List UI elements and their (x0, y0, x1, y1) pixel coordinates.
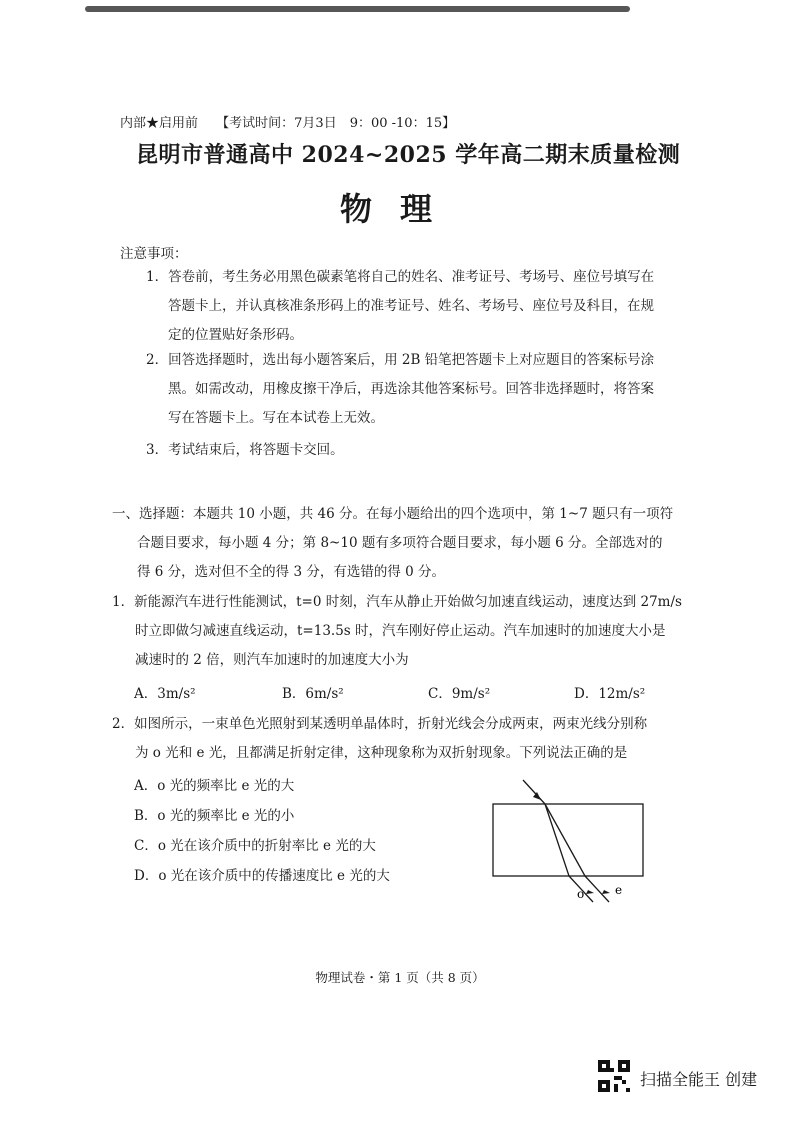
q2-option-a: A．o 光的频率比 e 光的大 (134, 778, 295, 794)
note-line: 黑。如需改动，用橡皮擦干净后，再选涂其他答案标号。回答非选择题时，将答案 (168, 381, 654, 397)
crystal-rect (493, 804, 643, 876)
incident-ray (523, 780, 545, 804)
section-line: 得 6 分，选对但不全的得 3 分，有选错的得 0 分。 (137, 564, 446, 580)
q2-option-b: B．o 光的频率比 e 光的小 (134, 808, 295, 824)
section-line: 一、选择题：本题共 10 小题，共 46 分。在每小题给出的四个选项中，第 1~7 题只有一项符 (112, 506, 674, 522)
note-line: 1．答卷前，考生务必用黑色碳素笔将自己的姓名、准考证号、考场号、座位号填写在 (146, 269, 655, 285)
notes-heading: 注意事项： (120, 246, 188, 262)
note-line: 写在答题卡上。写在本试卷上无效。 (168, 410, 384, 426)
confidential-label: 内部★启用前 (120, 116, 199, 131)
question-2 (112, 710, 647, 768)
note-item-3 (146, 436, 344, 465)
birefringence-diagram (485, 776, 645, 906)
label-o: o (577, 887, 585, 901)
incident-arrow-icon (533, 792, 541, 800)
q1-option-c: C．9m/s² (428, 686, 491, 702)
label-e: e (615, 883, 623, 897)
subject-title: 物理 (339, 190, 460, 228)
exam-header (120, 112, 469, 131)
q1-option-a: A．3m/s² (134, 686, 196, 702)
q2-option-d: D．o 光在该介质中的传播速度比 e 光的大 (134, 868, 390, 884)
section-1-instructions (112, 500, 673, 587)
note-line: 3．考试结束后，将答题卡交回。 (146, 442, 344, 458)
exam-time: 【考试时间：7月3日 9：00 -10：15】 (216, 116, 456, 131)
o-arrow-icon (586, 890, 594, 894)
note-line: 2．回答选择题时，选出每小题答案后，用 2B 铅笔把答题卡上对应题目的答案标号涂 (146, 352, 655, 368)
note-item-2 (146, 346, 654, 433)
q2-option-c: C．o 光在该介质中的折射率比 e 光的大 (134, 838, 376, 854)
qr-code-icon (598, 1060, 630, 1092)
page-footer: 物理试卷・第 1 页（共 8 页） (315, 970, 485, 985)
question-line: 减速时的 2 倍，则汽车加速时的加速度大小为 (135, 652, 409, 668)
question-line: 为 o 光和 e 光，且都满足折射定律，这种现象称为双折射现象。下列说法正确的是 (135, 745, 628, 761)
e-arrow-icon (602, 890, 610, 894)
note-item-1 (146, 263, 654, 350)
question-1 (112, 588, 682, 675)
note-line: 定的位置贴好条形码。 (168, 327, 303, 343)
question-line: 2．如图所示，一束单色光照射到某透明单晶体时，折射光线会分成两束，两束光线分别称 (112, 716, 648, 732)
question-line: 时立即做匀减速直线运动，t=13.5s 时，汽车刚好停止运动。汽车加速时的加速度大小是 (135, 623, 666, 639)
question-line: 1．新能源汽车进行性能测试，t=0 时刻，汽车从静止开始做匀加速直线运动，速度达到 27m/s (112, 594, 682, 610)
note-line: 答题卡上，并认真核准条形码上的准考证号、姓名、考场号、座位号及科目，在规 (168, 298, 654, 314)
scanner-watermark: 扫描全能王 创建 (640, 1070, 758, 1089)
q1-option-b: B．6m/s² (282, 686, 344, 702)
section-line: 合题目要求，每小题 4 分；第 8~10 题有多项符合题目要求，每小题 6 分。全部选对的 (137, 535, 663, 551)
q1-option-d: D．12m/s² (574, 686, 646, 702)
scan-edge-bar (85, 6, 630, 12)
page-title: 昆明市普通高中 2024~2025 学年高二期末质量检测 (136, 142, 681, 168)
